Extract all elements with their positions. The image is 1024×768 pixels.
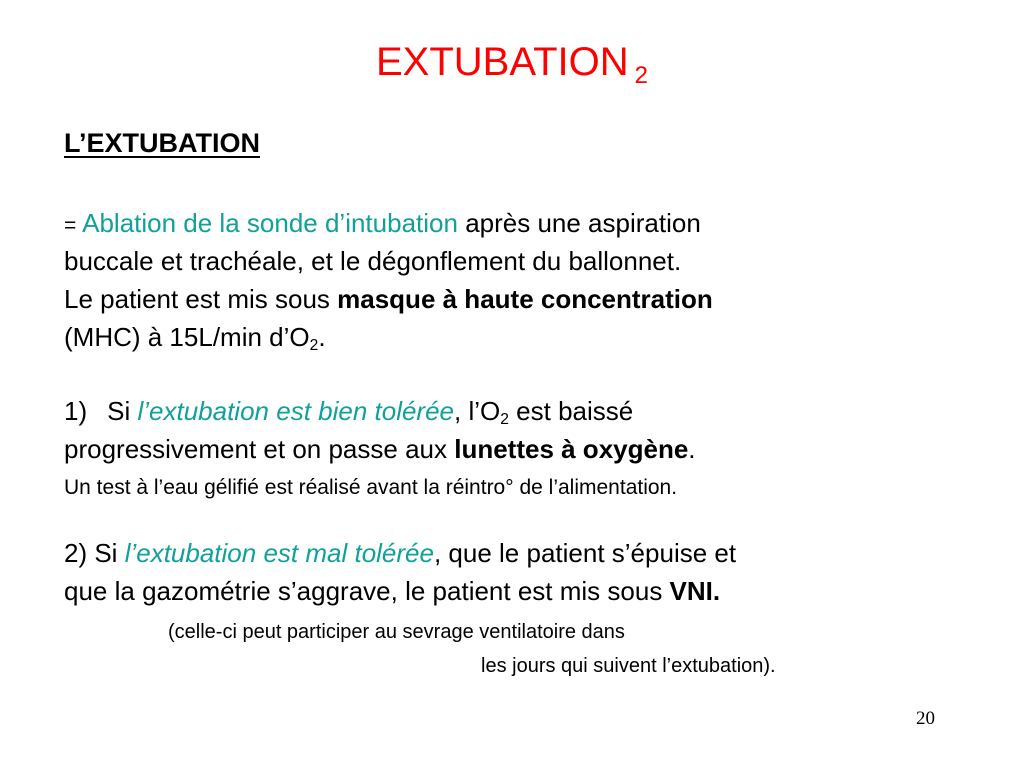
item-2-line-1 [64, 538, 736, 569]
definition-line-1 [64, 208, 701, 239]
item-1-o2: , l’O [454, 396, 501, 426]
item-1-highlight: l’extubation est bien tolérée [137, 396, 455, 426]
item-2-text-2: que la gazométrie s’aggrave, le patient est mis sous [64, 576, 670, 606]
item-2-highlight: l’extubation est mal tolérée [124, 538, 434, 568]
definition-line-4 [64, 322, 326, 353]
section-heading: L’EXTUBATION [64, 128, 261, 158]
item-1-line-3: Un test à l’eau gélifié est réalisé avant la réintro° de l’alimentation. [64, 476, 678, 499]
definition-line-2: buccale et trachéale, et le dégonflement du ballonnet. [64, 246, 682, 276]
definition-text: après une aspiration [457, 208, 701, 238]
item-1-number: 1) [64, 396, 88, 426]
definition-highlight: Ablation de la sonde d’intubation [82, 208, 458, 238]
item-1-line-2 [64, 434, 696, 465]
mask-term: masque à haute concentration [337, 284, 713, 314]
item-2-rest: , que le patient s’épuise et [433, 538, 737, 568]
item-1-rest: est baissé [508, 396, 634, 426]
page-number: 20 [916, 708, 935, 729]
note-line-1: (celle-ci peut participer au sevrage ventilatoire dans [168, 621, 625, 643]
item-1-period: . [688, 434, 696, 464]
o2-subscript: 2 [309, 336, 319, 354]
slide-title [0, 40, 1024, 89]
slide-title-text: EXTUBATION [376, 40, 629, 84]
note-line-2: les jours qui suivent l’extubation). [481, 655, 776, 677]
item-1-text-2: progressivement et on passe aux [64, 434, 455, 464]
definition-text-3: Le patient est mis sous [64, 284, 338, 314]
item-1-line-1 [64, 396, 633, 427]
item-2-line-2 [64, 576, 720, 607]
definition-period: . [318, 322, 326, 352]
definition-text-4: (MHC) à 15L/min d’O [64, 322, 310, 352]
item-1-o2-subscript: 2 [500, 410, 509, 428]
vni-term: VNI. [669, 576, 721, 606]
item-2-number: 2) Si [64, 538, 125, 568]
definition-line-3 [64, 284, 713, 315]
equals-sign: = [64, 214, 83, 237]
glasses-term: lunettes à oxygène [454, 434, 689, 464]
slide-title-number: 2 [634, 62, 648, 89]
item-1-si: Si [107, 396, 138, 426]
